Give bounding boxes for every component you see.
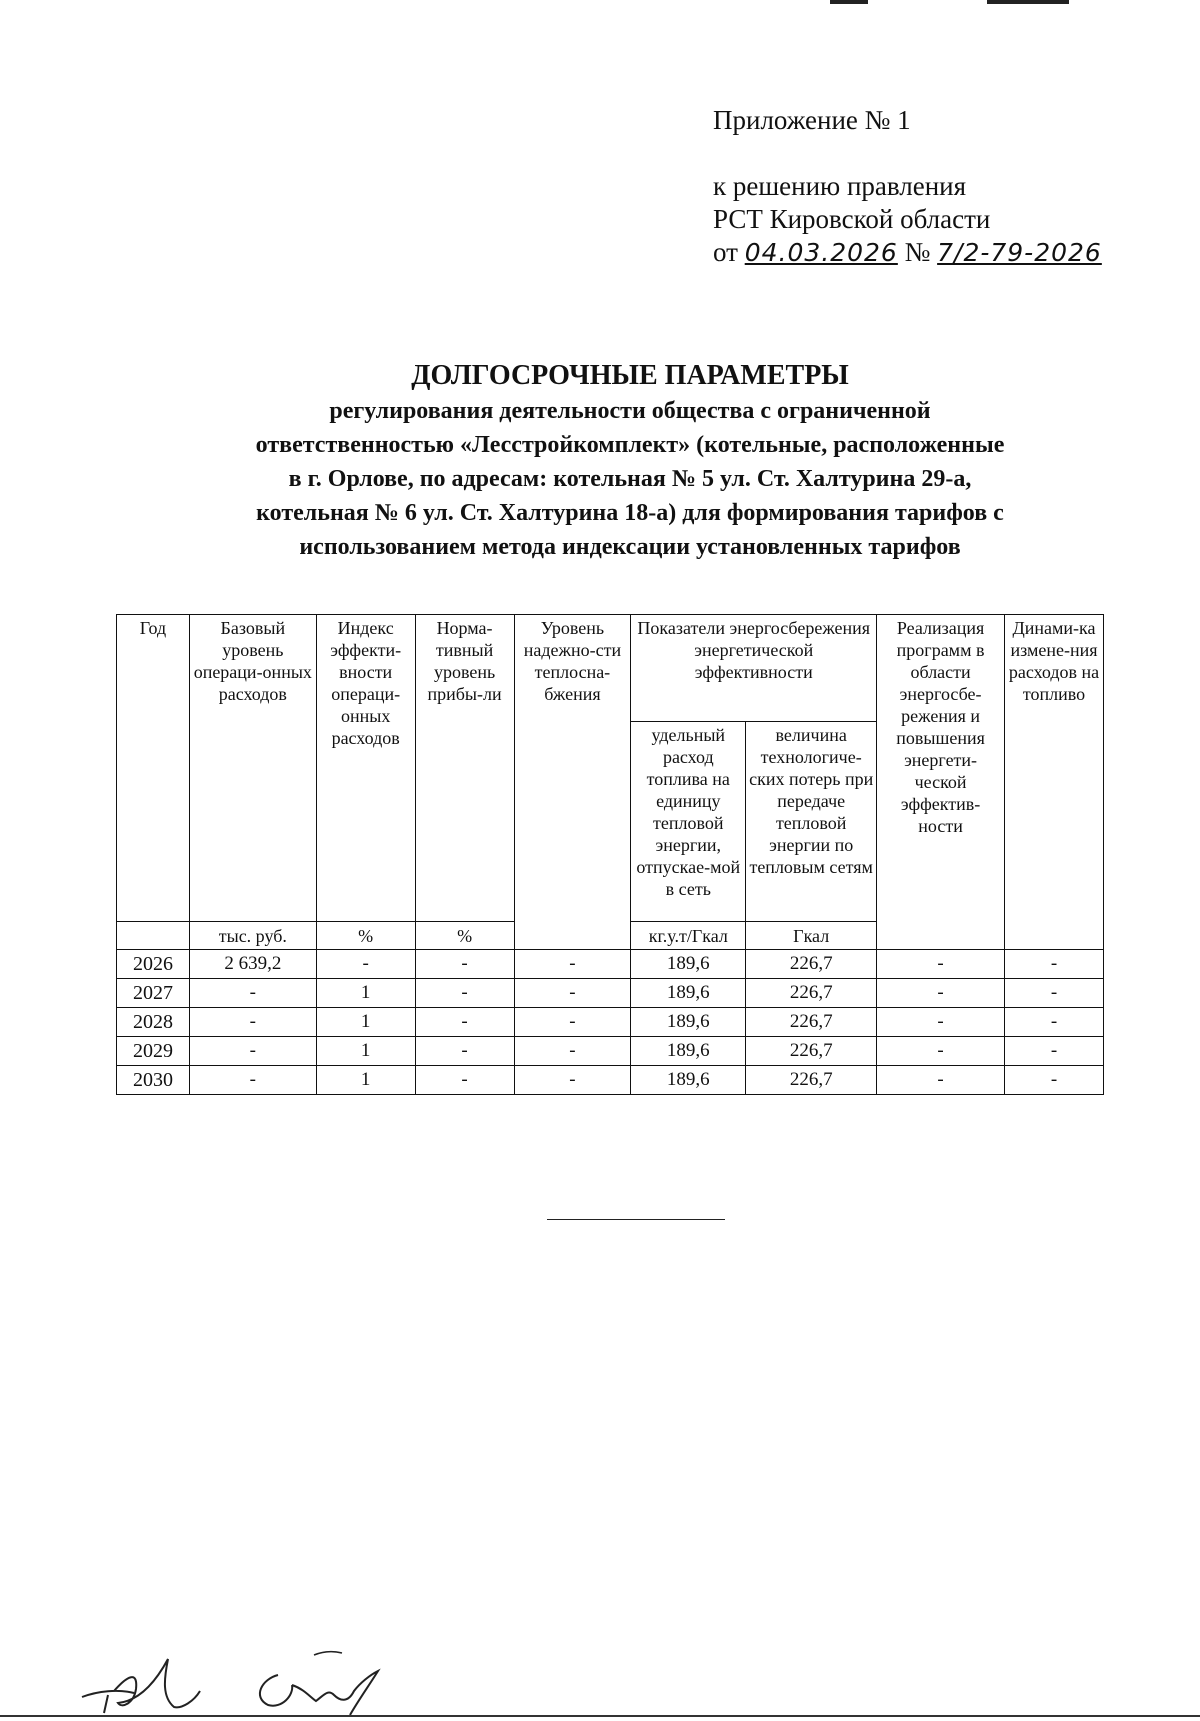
cell-reliability: - bbox=[514, 979, 631, 1008]
decision-date: 04.03.2026 bbox=[744, 238, 898, 267]
table-row bbox=[117, 1066, 1104, 1095]
title-main: ДОЛГОСРОЧНЫЕ ПАРАМЕТРЫ bbox=[411, 360, 849, 391]
unit-empty bbox=[117, 922, 190, 950]
cell-index: 1 bbox=[316, 1008, 415, 1037]
cell-losses: 226,7 bbox=[746, 1008, 877, 1037]
title-line-1: регулирования деятельности общества с ограниченной bbox=[329, 398, 931, 424]
table-row bbox=[117, 1037, 1104, 1066]
title-line-3: в г. Орлове, по адресам: котельная № 5 ул. Ст. Халтурина 29-а, bbox=[288, 466, 972, 492]
header-reliability: Уровень надежно-сти теплосна-бжения bbox=[514, 615, 631, 950]
scan-mark-right bbox=[987, 0, 1069, 4]
document-title bbox=[120, 358, 1140, 564]
cell-base: - bbox=[189, 1008, 316, 1037]
title-line-2: ответственностью «Лесстройкомплект» (котельные, расположенные bbox=[255, 432, 1005, 458]
unit-profit: % bbox=[415, 922, 514, 950]
cell-dynamics: - bbox=[1005, 1066, 1104, 1095]
cell-dynamics: - bbox=[1005, 1008, 1104, 1037]
cell-year: 2030 bbox=[117, 1066, 190, 1095]
cell-year: 2029 bbox=[117, 1037, 190, 1066]
appendix-line-2: РСТ Кировской области bbox=[713, 204, 991, 234]
header-energy-group: Показатели энергосбережения энергетической эффективности bbox=[631, 615, 877, 722]
number-prefix: № bbox=[904, 237, 931, 267]
cell-reliability: - bbox=[514, 950, 631, 979]
cell-index: 1 bbox=[316, 1037, 415, 1066]
title-line-4: котельная № 6 ул. Ст. Халтурина 18-а) для формирования тарифов с bbox=[256, 500, 1004, 526]
date-prefix: от bbox=[713, 237, 738, 267]
bottom-edge-line bbox=[0, 1715, 1200, 1717]
appendix-line-1: к решению правления bbox=[713, 171, 967, 201]
cell-index: 1 bbox=[316, 1066, 415, 1095]
cell-profit: - bbox=[415, 979, 514, 1008]
end-divider bbox=[547, 1219, 725, 1220]
title-line-5: использованием метода индексации установленных тарифов bbox=[299, 534, 961, 560]
decision-number: 7/2-79-2026 bbox=[937, 238, 1102, 267]
unit-base: тыс. руб. bbox=[189, 922, 316, 950]
cell-reliability: - bbox=[514, 1066, 631, 1095]
header-fuel-dynamics: Динами-ка измене-ния расходов на топливо bbox=[1005, 615, 1104, 950]
header-efficiency-index: Индекс эффекти-вности операци-онных расходов bbox=[316, 615, 415, 922]
cell-profit: - bbox=[415, 950, 514, 979]
header-heat-losses: величина технологиче-ских потерь при передаче тепловой энергии по тепловым сетям bbox=[746, 722, 877, 922]
header-profit-level: Норма-тивный уровень прибы-ли bbox=[415, 615, 514, 922]
unit-fuel: кг.у.т/Гкал bbox=[631, 922, 746, 950]
cell-fuel: 189,6 bbox=[631, 1008, 746, 1037]
signature-marks bbox=[78, 1645, 438, 1717]
scan-mark-left bbox=[830, 0, 868, 4]
cell-losses: 226,7 bbox=[746, 950, 877, 979]
cell-reliability: - bbox=[514, 1037, 631, 1066]
header-year: Год bbox=[117, 615, 190, 922]
table-row bbox=[117, 979, 1104, 1008]
cell-losses: 226,7 bbox=[746, 979, 877, 1008]
header-base-level: Базовый уровень операци-онных расходов bbox=[189, 615, 316, 922]
cell-year: 2028 bbox=[117, 1008, 190, 1037]
appendix-block bbox=[713, 104, 1102, 269]
cell-base: - bbox=[189, 1066, 316, 1095]
parameters-table bbox=[116, 614, 1104, 1095]
cell-programs: - bbox=[877, 950, 1005, 979]
cell-reliability: - bbox=[514, 1008, 631, 1037]
cell-losses: 226,7 bbox=[746, 1037, 877, 1066]
cell-base: - bbox=[189, 1037, 316, 1066]
cell-base: - bbox=[189, 979, 316, 1008]
table-row bbox=[117, 950, 1104, 979]
cell-fuel: 189,6 bbox=[631, 1037, 746, 1066]
cell-index: - bbox=[316, 950, 415, 979]
cell-programs: - bbox=[877, 1037, 1005, 1066]
cell-fuel: 189,6 bbox=[631, 979, 746, 1008]
unit-index: % bbox=[316, 922, 415, 950]
unit-losses: Гкал bbox=[746, 922, 877, 950]
cell-programs: - bbox=[877, 1008, 1005, 1037]
cell-year: 2027 bbox=[117, 979, 190, 1008]
header-programs: Реализация программ в области энергосбе-режения и повышения энергети-ческой эффектив-ности bbox=[877, 615, 1005, 950]
cell-index: 1 bbox=[316, 979, 415, 1008]
cell-base: 2 639,2 bbox=[189, 950, 316, 979]
cell-year: 2026 bbox=[117, 950, 190, 979]
cell-programs: - bbox=[877, 1066, 1005, 1095]
cell-profit: - bbox=[415, 1066, 514, 1095]
cell-dynamics: - bbox=[1005, 1037, 1104, 1066]
cell-losses: 226,7 bbox=[746, 1066, 877, 1095]
header-fuel-rate: удельный расход топлива на единицу тепловой энергии, отпускае-мой в сеть bbox=[631, 722, 746, 922]
table-row bbox=[117, 1008, 1104, 1037]
cell-dynamics: - bbox=[1005, 979, 1104, 1008]
appendix-number: Приложение № 1 bbox=[713, 105, 911, 135]
cell-programs: - bbox=[877, 979, 1005, 1008]
appendix-date-line bbox=[713, 236, 1102, 269]
cell-dynamics: - bbox=[1005, 950, 1104, 979]
cell-fuel: 189,6 bbox=[631, 1066, 746, 1095]
cell-profit: - bbox=[415, 1008, 514, 1037]
cell-profit: - bbox=[415, 1037, 514, 1066]
cell-fuel: 189,6 bbox=[631, 950, 746, 979]
